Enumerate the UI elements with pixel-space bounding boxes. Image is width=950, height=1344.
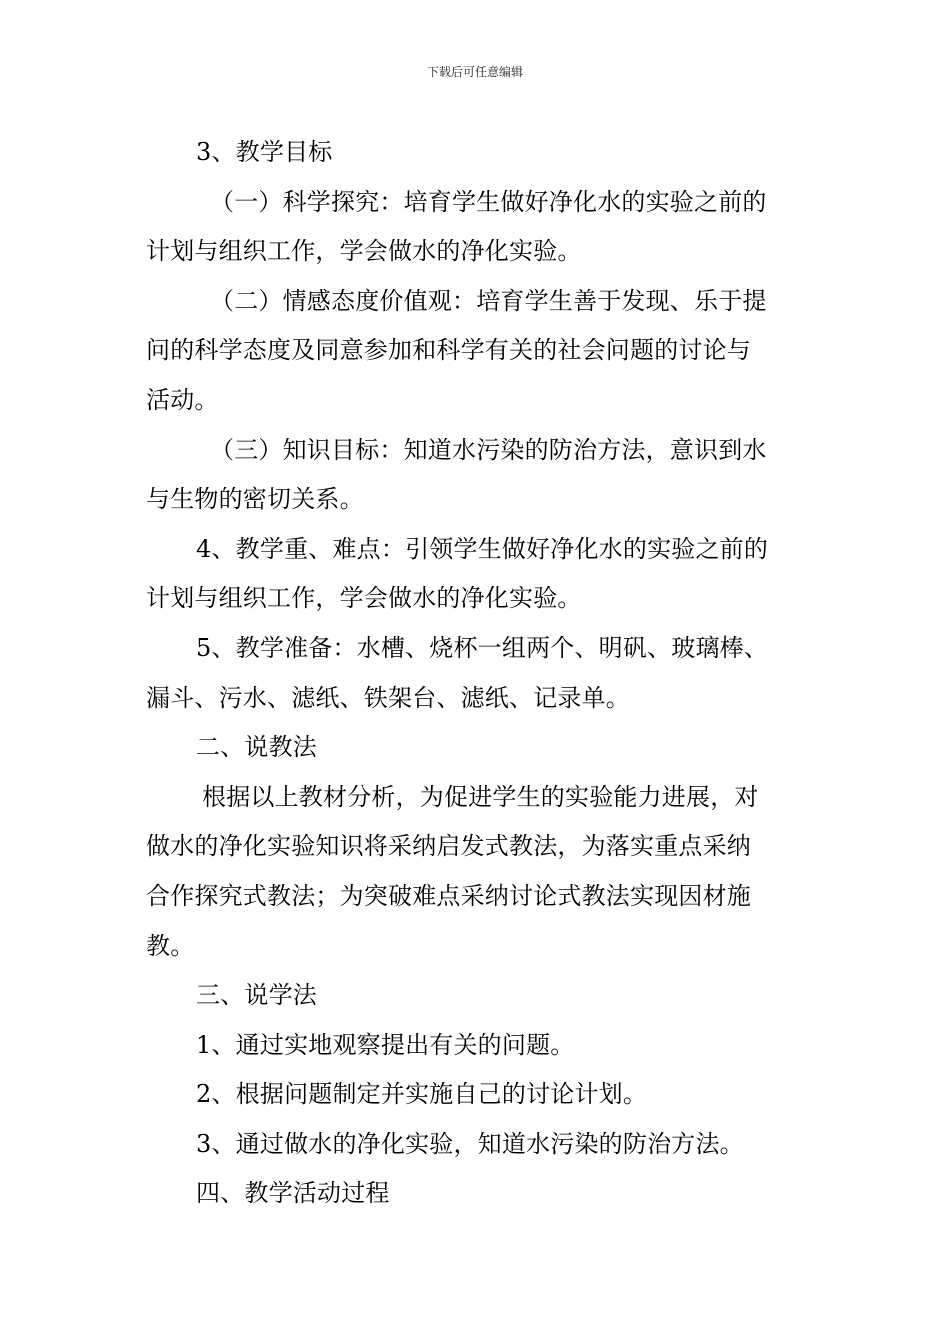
paragraph-line: 漏斗、污水、滤纸、铁架台、滤纸、记录单。 bbox=[146, 683, 630, 712]
paragraph-line: 与生物的密切关系。 bbox=[146, 485, 364, 514]
document-body bbox=[146, 128, 806, 1219]
paragraph-line: （一）科学探究：培育学生做好净化水的实验之前的 bbox=[210, 187, 767, 216]
paragraph-line: 4、教学重、难点：引领学生做好净化水的实验之前的 bbox=[196, 534, 769, 563]
section-heading: 三、说学法 bbox=[196, 981, 317, 1010]
section-heading: 四、教学活动过程 bbox=[196, 1179, 390, 1208]
paragraph-line: 合作探究式教法；为突破难点采纳讨论式教法实现因材施 bbox=[146, 881, 751, 910]
paragraph-line: 问的科学态度及同意参加和科学有关的社会问题的讨论与 bbox=[146, 336, 751, 365]
section-heading: 二、说教法 bbox=[196, 733, 317, 762]
paragraph-line: 计划与组织工作，学会做水的净化实验。 bbox=[146, 584, 582, 613]
paragraph-line: 2、根据问题制定并实施自己的讨论计划。 bbox=[196, 1080, 648, 1109]
paragraph-line: 3、教学目标 bbox=[196, 138, 333, 166]
paragraph-line: 3、通过做水的净化实验，知道水污染的防治方法。 bbox=[196, 1129, 744, 1158]
page-header: 下载后可任意编辑 bbox=[426, 65, 523, 79]
paragraph-line: （三）知识目标：知道水污染的防治方法，意识到水 bbox=[210, 435, 767, 464]
paragraph-line: 活动。 bbox=[146, 385, 219, 414]
paragraph-line: 根据以上教材分析，为促进学生的实验能力进展，对 bbox=[202, 782, 759, 811]
paragraph-line: 5、教学准备：水槽、烧杯一组两个、明矾、玻璃棒、 bbox=[196, 633, 769, 662]
paragraph-line: 教。 bbox=[146, 931, 195, 960]
paragraph-line: 计划与组织工作，学会做水的净化实验。 bbox=[146, 237, 582, 266]
paragraph-line: 1、通过实地观察提出有关的问题。 bbox=[196, 1030, 575, 1059]
paragraph-line: 做水的净化实验知识将采纳启发式教法，为落实重点采纳 bbox=[146, 832, 751, 861]
paragraph-line: （二）情感态度价值观：培育学生善于发现、乐于提 bbox=[210, 286, 767, 315]
